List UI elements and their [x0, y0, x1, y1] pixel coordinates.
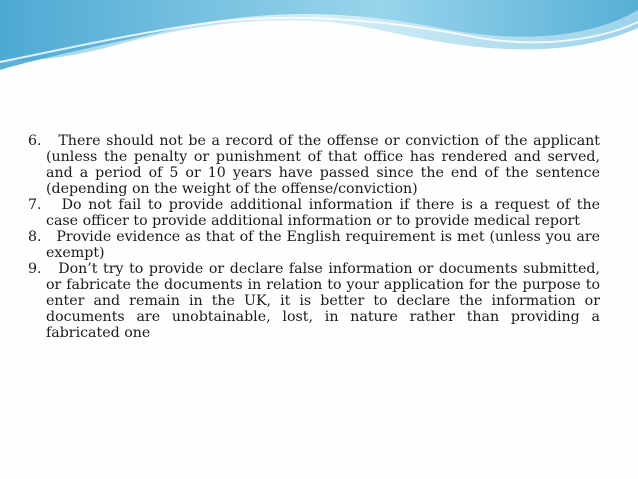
list-item-8	[28, 229, 600, 261]
item-number: 8.	[28, 229, 42, 245]
item-text: Don’t try to provide or declare false information or documents submitted, or fabricate the documents in relation to your application for the purpose to enter and remain in the UK, it is better to declare the information or documents are unobtainable, lost, in nature rather than providing a fabricated one	[46, 261, 600, 341]
item-text: There should not be a record of the offense or conviction of the applicant (unless the penalty or punishment of that office has rendered and served, and a period of 5 or 10 years have passed since the end of the sentence (depending on the weight of the offense/conviction)	[46, 133, 601, 197]
header-wave-decoration	[0, 0, 638, 80]
item-number: 9.	[28, 261, 42, 277]
item-text: Do not fail to provide additional information if there is a request of the case officer to provide additional information or to provide medical report	[46, 197, 601, 229]
list-item-9	[28, 261, 600, 341]
list-item-7	[28, 197, 600, 229]
item-number: 6.	[28, 133, 42, 149]
item-text: Provide evidence as that of the English requirement is met (unless you are exempt)	[46, 229, 600, 261]
list-item-6	[28, 133, 600, 197]
item-number: 7.	[28, 197, 42, 213]
numbered-list	[28, 133, 600, 341]
wave-front	[0, 0, 638, 70]
